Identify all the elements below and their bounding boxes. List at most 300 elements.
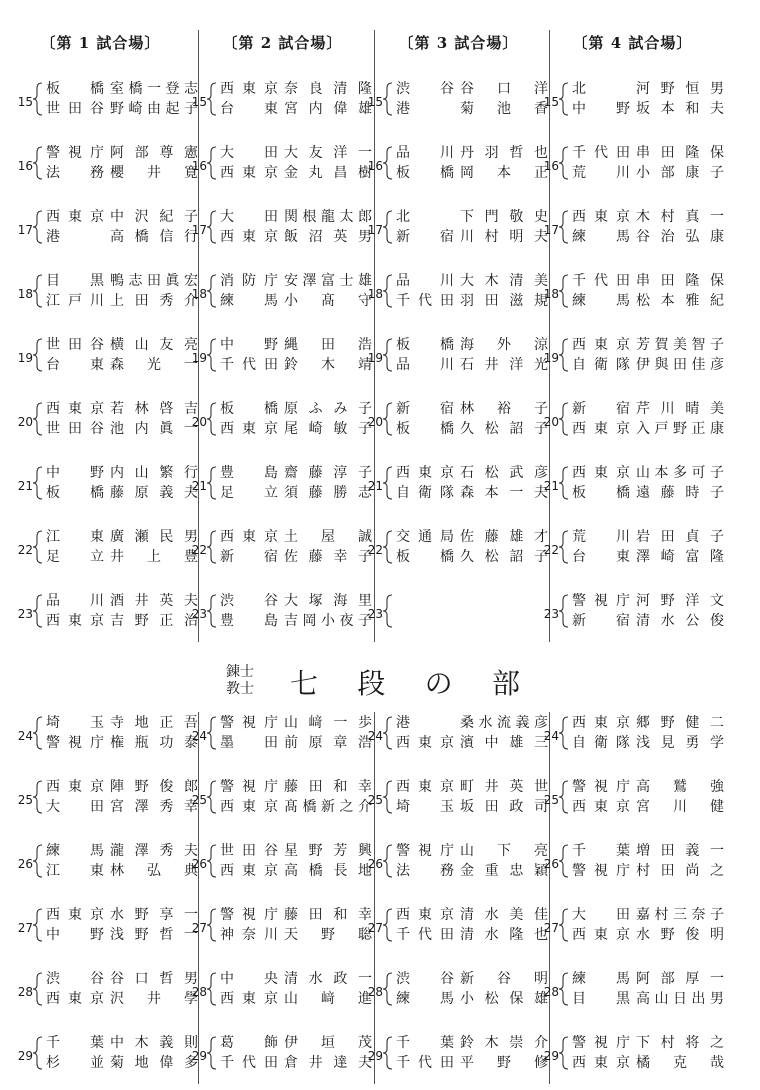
competitor-name: 原ふみ子 [284,401,372,417]
competitor-b [220,355,372,375]
affiliation: 西東京 [220,529,278,545]
match-row [535,202,724,266]
affiliation: 千代田 [396,927,454,943]
competitor-name: 浅野哲一 [110,927,198,943]
affiliation: 板橋 [572,485,630,501]
brace [206,402,217,436]
match-row [359,900,548,964]
affiliation: 自衛隊 [572,357,630,373]
brace [558,972,569,1006]
affiliation: 西東京 [46,613,104,629]
competitor-name: 郷野健二 [636,715,724,731]
affiliation: 渋谷 [220,593,278,609]
match-number: 25 [543,793,559,807]
match-number: 24 [191,729,207,743]
match-row [359,394,548,458]
match-number: 18 [17,287,33,301]
competitor-name: 山下亮 [460,843,548,859]
competitor-b [220,733,372,753]
match-row [535,266,724,330]
match-number: 29 [367,1049,383,1063]
affiliation: 台東 [46,357,104,373]
match-number: 16 [17,159,33,173]
affiliation: 新宿 [396,401,454,417]
affiliation: 荒川 [572,165,630,181]
affiliation: 千代田 [396,293,454,309]
competitor-name: 安澤富士雄 [284,273,372,289]
competitor-a [220,905,372,925]
competitor-name: 新谷明 [460,971,548,987]
brace [32,146,43,180]
match-number: 17 [543,223,559,237]
competitor-name: 石松武彦 [460,465,548,481]
affiliation: 西東京 [46,779,104,795]
brace [558,274,569,308]
affiliation: 西東京 [220,991,278,1007]
competitor-a [572,143,724,163]
lower-bracket [0,708,760,1090]
competitor-a [220,463,372,483]
competitor-b [396,989,548,1009]
competitor-name: 鈴木崇介 [460,1035,548,1051]
competitor-name: 櫻井寛 [110,165,198,181]
competitor-a [220,1033,372,1053]
affiliation: 足立 [46,549,104,565]
match-row [9,586,198,650]
competitor-name: 齋藤淳子 [284,465,372,481]
competitor-name: 金丸昌樹 [284,165,372,181]
competitor-name: 権瓶功泰 [110,735,198,751]
competitor-a [572,207,724,227]
match-row [9,772,198,836]
affiliation: 交通局 [396,529,454,545]
competitor-name: 下門敬史 [460,209,548,225]
competitor-name: 菊地偉多 [110,1055,198,1071]
competitor-name: 飯沼英男 [284,229,372,245]
affiliation: 西東京 [572,799,630,815]
affiliation: 江東 [46,529,104,545]
competitor-name: 伊垣茂 [284,1035,372,1051]
affiliation: 千代田 [396,1055,454,1071]
brace [382,1036,393,1070]
competitor-b [396,99,548,119]
affiliation: 千葉 [572,843,630,859]
brace [206,146,217,180]
match-number: 20 [543,415,559,429]
match-row [9,266,198,330]
match-number: 26 [367,857,383,871]
competitor-name: 濱中雄三 [460,735,548,751]
match-row [183,74,372,138]
competitor-name: 中木義則 [110,1035,198,1051]
competitor-name: 串田隆保 [636,273,724,289]
affiliation: 板橋 [396,421,454,437]
affiliation: 新宿 [572,613,630,629]
match-row [183,836,372,900]
match-row [183,900,372,964]
match-row [535,900,724,964]
competitor-name: 奈良清隆 [284,81,372,97]
match-row [359,836,548,900]
competitor-a [46,207,198,227]
match-row [183,708,372,772]
court-3-column [359,74,548,650]
competitor-name: 高鷲強 [636,779,724,795]
affiliation: 大田 [572,907,630,923]
brace [382,780,393,814]
match-number: 20 [17,415,33,429]
competitor-name: 内山繁行 [110,465,198,481]
competitor-name: 吉野正治 [110,613,198,629]
match-row [535,522,724,586]
competitor-b [572,483,724,503]
affiliation: 江東 [46,863,104,879]
competitor-b [220,611,372,631]
affiliation: 自衛隊 [572,735,630,751]
affiliation: 警視庁 [572,863,630,879]
brace [382,210,393,244]
competitor-name: 清水政一 [284,971,372,987]
competitor-name: 縄田浩 [284,337,372,353]
affiliation: 世田谷 [46,337,104,353]
competitor-b [572,1053,724,1073]
competitor-a [396,271,548,291]
match-row [535,330,724,394]
competitor-name: 関根龍太郎 [284,209,372,225]
competitor-name: 水野俊明 [636,927,724,943]
court-4-column [535,74,724,650]
brace [382,594,393,628]
match-row [9,394,198,458]
competitor-a [396,335,548,355]
competitor-name: 清水美佳 [460,907,548,923]
competitor-name: 酒井英夫 [110,593,198,609]
match-row [359,964,548,1028]
match-row [359,202,548,266]
affiliation: 港 [396,101,410,117]
brace [382,908,393,942]
affiliation: 港 [396,715,410,731]
affiliation: 警視庁 [46,735,104,751]
competitor-a [396,207,548,227]
competitor-b [572,163,724,183]
affiliation: 警視庁 [46,145,104,161]
match-row [9,836,198,900]
competitor-name: 沢井學 [110,991,198,1007]
competitor-a [220,271,372,291]
brace [382,972,393,1006]
competitor-name: 宮澤秀幸 [110,799,198,815]
competitor-b [46,733,198,753]
court-2-header: 〔第 2 試合場〕 [222,34,343,52]
competitor-b [220,227,372,247]
brace [206,972,217,1006]
competitor-b [46,291,198,311]
brace [558,146,569,180]
match-row [183,772,372,836]
competitor-b [572,99,724,119]
competitor-a [220,79,372,99]
competitor-name: 横山友亮 [110,337,198,353]
match-row [9,458,198,522]
affiliation: 練馬 [46,843,104,859]
match-number: 27 [191,921,207,935]
competitor-a [46,79,198,99]
competitor-b [46,355,198,375]
court-1-column [9,708,198,1090]
competitor-b [572,355,724,375]
match-number: 29 [17,1049,33,1063]
affiliation: 西東京 [396,779,454,795]
affiliation: 新宿 [220,549,278,565]
match-row [535,458,724,522]
competitor-a [396,777,548,797]
competitor-name: 河野恒男 [636,81,724,97]
competitor-a [220,335,372,355]
match-row [535,74,724,138]
competitor-b [396,733,548,753]
competitor-name: 倉井達夫 [284,1055,372,1071]
affiliation: 渋谷 [46,971,104,987]
match-number: 17 [367,223,383,237]
competitor-name: 尾崎敏子 [284,421,372,437]
competitor-name: 清水隆也 [460,927,548,943]
affiliation: 西東京 [220,863,278,879]
affiliation: 練馬 [396,991,454,1007]
brace [558,780,569,814]
match-number: 25 [367,793,383,807]
brace [206,530,217,564]
competitor-name: 井上豊 [110,549,198,565]
match-number: 20 [367,415,383,429]
affiliation: 目黒 [572,991,630,1007]
match-row [183,138,372,202]
competitor-name: 橘克哉 [636,1055,724,1071]
competitor-a [396,713,548,733]
competitor-name: 阿部尊憲 [110,145,198,161]
match-number: 24 [17,729,33,743]
competitor-a [396,79,548,99]
competitor-name: 澤崎富隆 [636,549,724,565]
competitor-name: 林弘典 [110,863,198,879]
match-row [183,394,372,458]
match-row [359,458,548,522]
match-number: 21 [17,479,33,493]
match-number: 19 [367,351,383,365]
competitor-a [396,591,548,611]
match-row [9,138,198,202]
competitor-name: 岩田貞子 [636,529,724,545]
competitor-name: 高橋長地 [284,863,372,879]
competitor-a [396,143,548,163]
brace [382,274,393,308]
affiliation: 練馬 [220,293,278,309]
brace [32,1036,43,1070]
competitor-a [46,143,198,163]
match-number: 18 [191,287,207,301]
match-row [535,836,724,900]
competitor-name: 小松保雄 [460,991,548,1007]
competitor-b [46,861,198,881]
competitor-b [46,547,198,567]
match-row [9,900,198,964]
affiliation: 西東京 [220,799,278,815]
match-number: 23 [367,607,383,621]
upper-bracket [0,74,760,654]
match-row [9,1028,198,1090]
affiliation: 消防庁 [220,273,278,289]
affiliation: 中野 [46,927,104,943]
affiliation: 西東京 [46,991,104,1007]
competitor-b [396,227,548,247]
affiliation: 西東京 [396,735,454,751]
match-number: 28 [543,985,559,999]
court-3-header: 〔第 3 試合場〕 [398,34,519,52]
competitor-name: 上田秀介 [110,293,198,309]
match-number: 15 [191,95,207,109]
competitor-name: 木村真一 [636,209,724,225]
competitor-name: 山﨑進 [284,991,372,1007]
competitor-name: 中沢紀子 [110,209,198,225]
affiliation: 西東京 [46,907,104,923]
match-row [359,772,548,836]
competitor-a [396,969,548,989]
affiliation: 江戸川 [46,293,104,309]
match-row [535,394,724,458]
competitor-name: 室橋一登志 [110,81,198,97]
competitor-b [220,989,372,1009]
competitor-a [396,1033,548,1053]
competitor-b [572,419,724,439]
competitor-a [572,79,724,99]
affiliation: 大田 [220,209,278,225]
affiliation: 西東京 [572,715,630,731]
affiliation: 板橋 [396,337,454,353]
competitor-a [46,841,198,861]
match-number: 25 [191,793,207,807]
brace [558,402,569,436]
competitor-name: 陣野俊郎 [110,779,198,795]
affiliation: 西東京 [572,337,630,353]
match-row [359,522,548,586]
affiliation: 千代田 [220,357,278,373]
competitor-b [220,861,372,881]
competitor-a [46,905,198,925]
competitor-name: 佐藤幸子 [284,549,372,565]
brace [32,780,43,814]
match-number: 28 [367,985,383,999]
competitor-name: 森光一 [110,357,198,373]
competitor-b [572,227,724,247]
affiliation: 練馬 [572,229,630,245]
brace [32,908,43,942]
competitor-b [572,611,724,631]
competitor-a [46,399,198,419]
brace [32,716,43,750]
match-number: 22 [367,543,383,557]
court-3-column [359,708,548,1090]
brace [382,530,393,564]
affiliation: 西東京 [220,81,278,97]
competitor-a [46,335,198,355]
competitor-name: 山本多可子 [636,465,724,481]
competitor-name: 高山日出男 [636,991,724,1007]
competitor-name: 若林啓吉 [110,401,198,417]
affiliation: 新宿 [396,229,454,245]
competitor-b [396,483,548,503]
match-number: 25 [17,793,33,807]
affiliation: 西東京 [572,927,630,943]
competitor-b [46,989,198,1009]
competitor-b [220,163,372,183]
brace [206,716,217,750]
affiliation: 品川 [396,145,454,161]
match-row [183,964,372,1028]
competitor-name: 羽田滋規 [460,293,548,309]
brace [206,210,217,244]
competitor-name: 川村明夫 [460,229,548,245]
brace [558,82,569,116]
competitor-name: 町井英世 [460,779,548,795]
affiliation: 神奈川 [220,927,278,943]
affiliation: 北 [396,209,410,225]
affiliation: 千代田 [572,145,630,161]
competitor-a [396,399,548,419]
competitor-b [396,547,548,567]
match-row [535,138,724,202]
competitor-name: 増田義一 [636,843,724,859]
match-row [9,708,198,772]
affiliation: 世田谷 [46,101,104,117]
affiliation: 足立 [220,485,278,501]
division-title: 七段の部 [290,667,520,700]
brace [558,844,569,878]
competitor-b [572,989,724,1009]
competitor-a [220,527,372,547]
match-number: 27 [543,921,559,935]
affiliation: 西東京 [572,465,630,481]
brace [32,972,43,1006]
competitor-a [572,591,724,611]
competitor-a [572,335,724,355]
brace [558,466,569,500]
competitor-a [396,841,548,861]
competitor-b [396,291,548,311]
match-row [359,586,539,650]
court-1-header: 〔第 1 試合場〕 [40,34,161,52]
competitor-b [46,797,198,817]
competitor-name: 清水公俊 [636,613,724,629]
competitor-name: 伊與田佳彦 [636,357,724,373]
competitor-name: 海外涼 [460,337,548,353]
brace [32,466,43,500]
match-number: 22 [543,543,559,557]
competitor-name: 星野芳興 [284,843,372,859]
brace [382,146,393,180]
affiliation: 荒川 [572,529,630,545]
match-row [535,1028,724,1090]
match-row [183,1028,372,1090]
affiliation: 板橋 [396,549,454,565]
competitor-name: 丹羽哲也 [460,145,548,161]
match-number: 15 [17,95,33,109]
match-number: 19 [17,351,33,365]
affiliation: 中野 [572,101,630,117]
affiliation: 警視庁 [572,1035,630,1051]
competitor-name: 藤原義夫 [110,485,198,501]
match-row [359,74,548,138]
competitor-name: 村田尚之 [636,863,724,879]
